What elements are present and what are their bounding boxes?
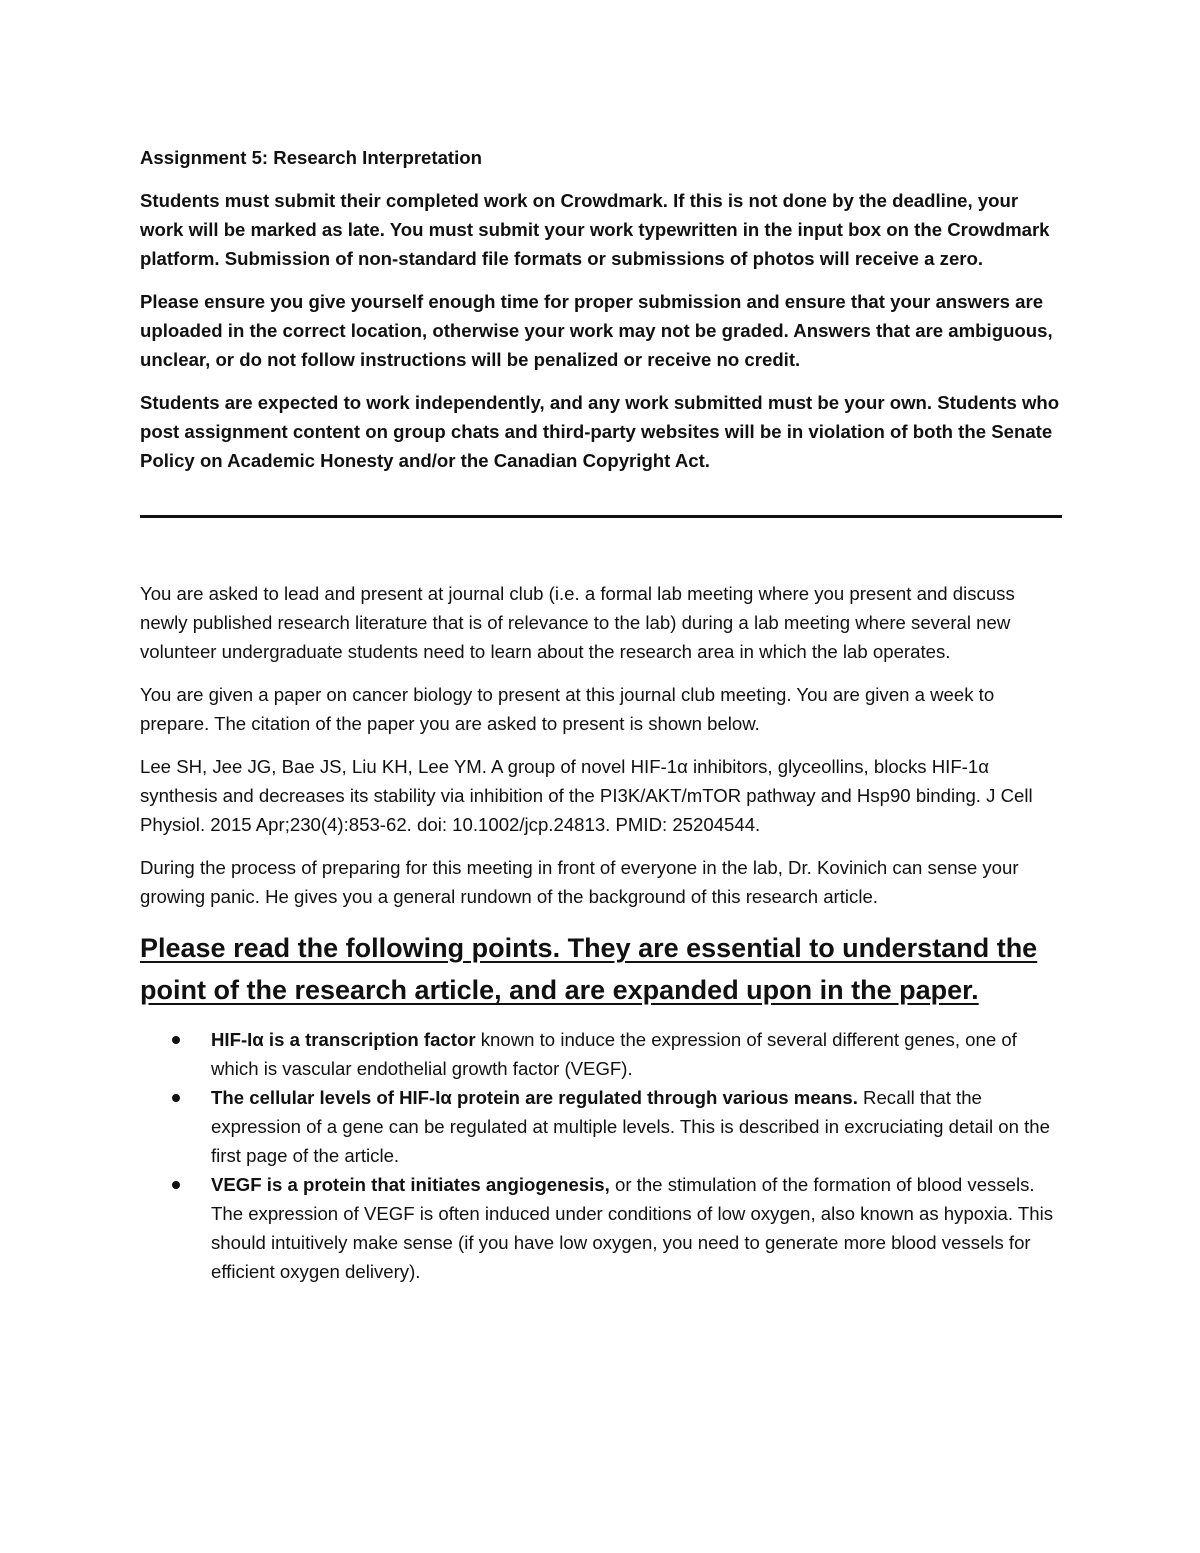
point-text: known to induce the expression of several different genes, one of which is vascular endothelial growth factor (VEGF). [211, 1029, 1017, 1079]
bullet-icon [172, 1181, 180, 1189]
key-points-list [140, 1025, 1062, 1286]
point-bold-text: The cellular levels of HIF-Iα protein are regulated through various means. [211, 1087, 858, 1108]
point-text: or the stimulation of the formation of blood vessels. The expression of VEGF is often induced under conditions of low oxygen, also known as hypoxia. This should intuitively make sense (if you have low oxygen, you need to generate more blood vessels for efficient oxygen delivery). [211, 1174, 1054, 1282]
assignment-title: Assignment 5: Research Interpretation [140, 147, 483, 168]
bullet-icon [172, 1036, 180, 1044]
point-bold-text: VEGF is a protein that initiates angiogenesis, [211, 1174, 610, 1195]
instruction-paragraph-honesty: Students are expected to work independently, and any work submitted must be your own. Students who post assignment content on group chats and third-party websites will be in violation of both the Senate Policy on Academic Honesty and/or the Canadian Copyright Act. [140, 392, 1060, 471]
body-paragraph-citation: Lee SH, Jee JG, Bae JS, Liu KH, Lee YM. A group of novel HIF-1α inhibitors, glyceollins, blocks HIF-1α synthesis and decreases its stability via inhibition of the PI3K/AKT/mTOR pathway and Hsp90 binding. J Cell Physiol. 2015 Apr;230(4):853-62. doi: 10.1002/jcp.24813. PMID: 25204544. [140, 756, 1033, 835]
bullet-icon [172, 1094, 180, 1102]
instruction-paragraph-submission: Students must submit their completed work on Crowdmark. If this is not done by the deadline, your work will be marked as late. You must submit your work typewritten in the input box on the Crowdmark platform. Submission of non-standard file formats or submissions of photos will receive a zero. [140, 190, 1050, 269]
document-page [140, 143, 1062, 1286]
list-item [140, 1025, 1062, 1083]
point-text: Recall that the expression of a gene can be regulated at multiple levels. This is described in excruciating detail on the first page of the article. [211, 1087, 1050, 1166]
horizontal-divider [140, 515, 1062, 518]
point-bold-text: HIF-Iα is a transcription factor [211, 1029, 476, 1050]
body-paragraph-background: During the process of preparing for this meeting in front of everyone in the lab, Dr. Kovinich can sense your growing panic. He gives you a general rundown of the background of this research article. [140, 857, 1019, 907]
assignment-header [140, 143, 1062, 475]
list-item [140, 1083, 1062, 1170]
list-item [140, 1170, 1062, 1286]
assignment-body [140, 579, 1062, 1286]
body-paragraph-journal-club: You are asked to lead and present at journal club (i.e. a formal lab meeting where you present and discuss newly published research literature that is of relevance to the lab) during a lab meeting where several new volunteer undergraduate students need to learn about the research area in which the lab operates. [140, 583, 1015, 662]
key-points-heading: Please read the following points. They are essential to understand the point of the research article, and are expanded upon in the paper. [140, 933, 1038, 1005]
body-paragraph-paper: You are given a paper on cancer biology to present at this journal club meeting. You are given a week to prepare. The citation of the paper you are asked to present is shown below. [140, 684, 995, 734]
instruction-paragraph-location: Please ensure you give yourself enough time for proper submission and ensure that your answers are uploaded in the correct location, otherwise your work may not be graded. Answers that are ambiguous, unclear, or do not follow instructions will be penalized or receive no credit. [140, 291, 1053, 370]
